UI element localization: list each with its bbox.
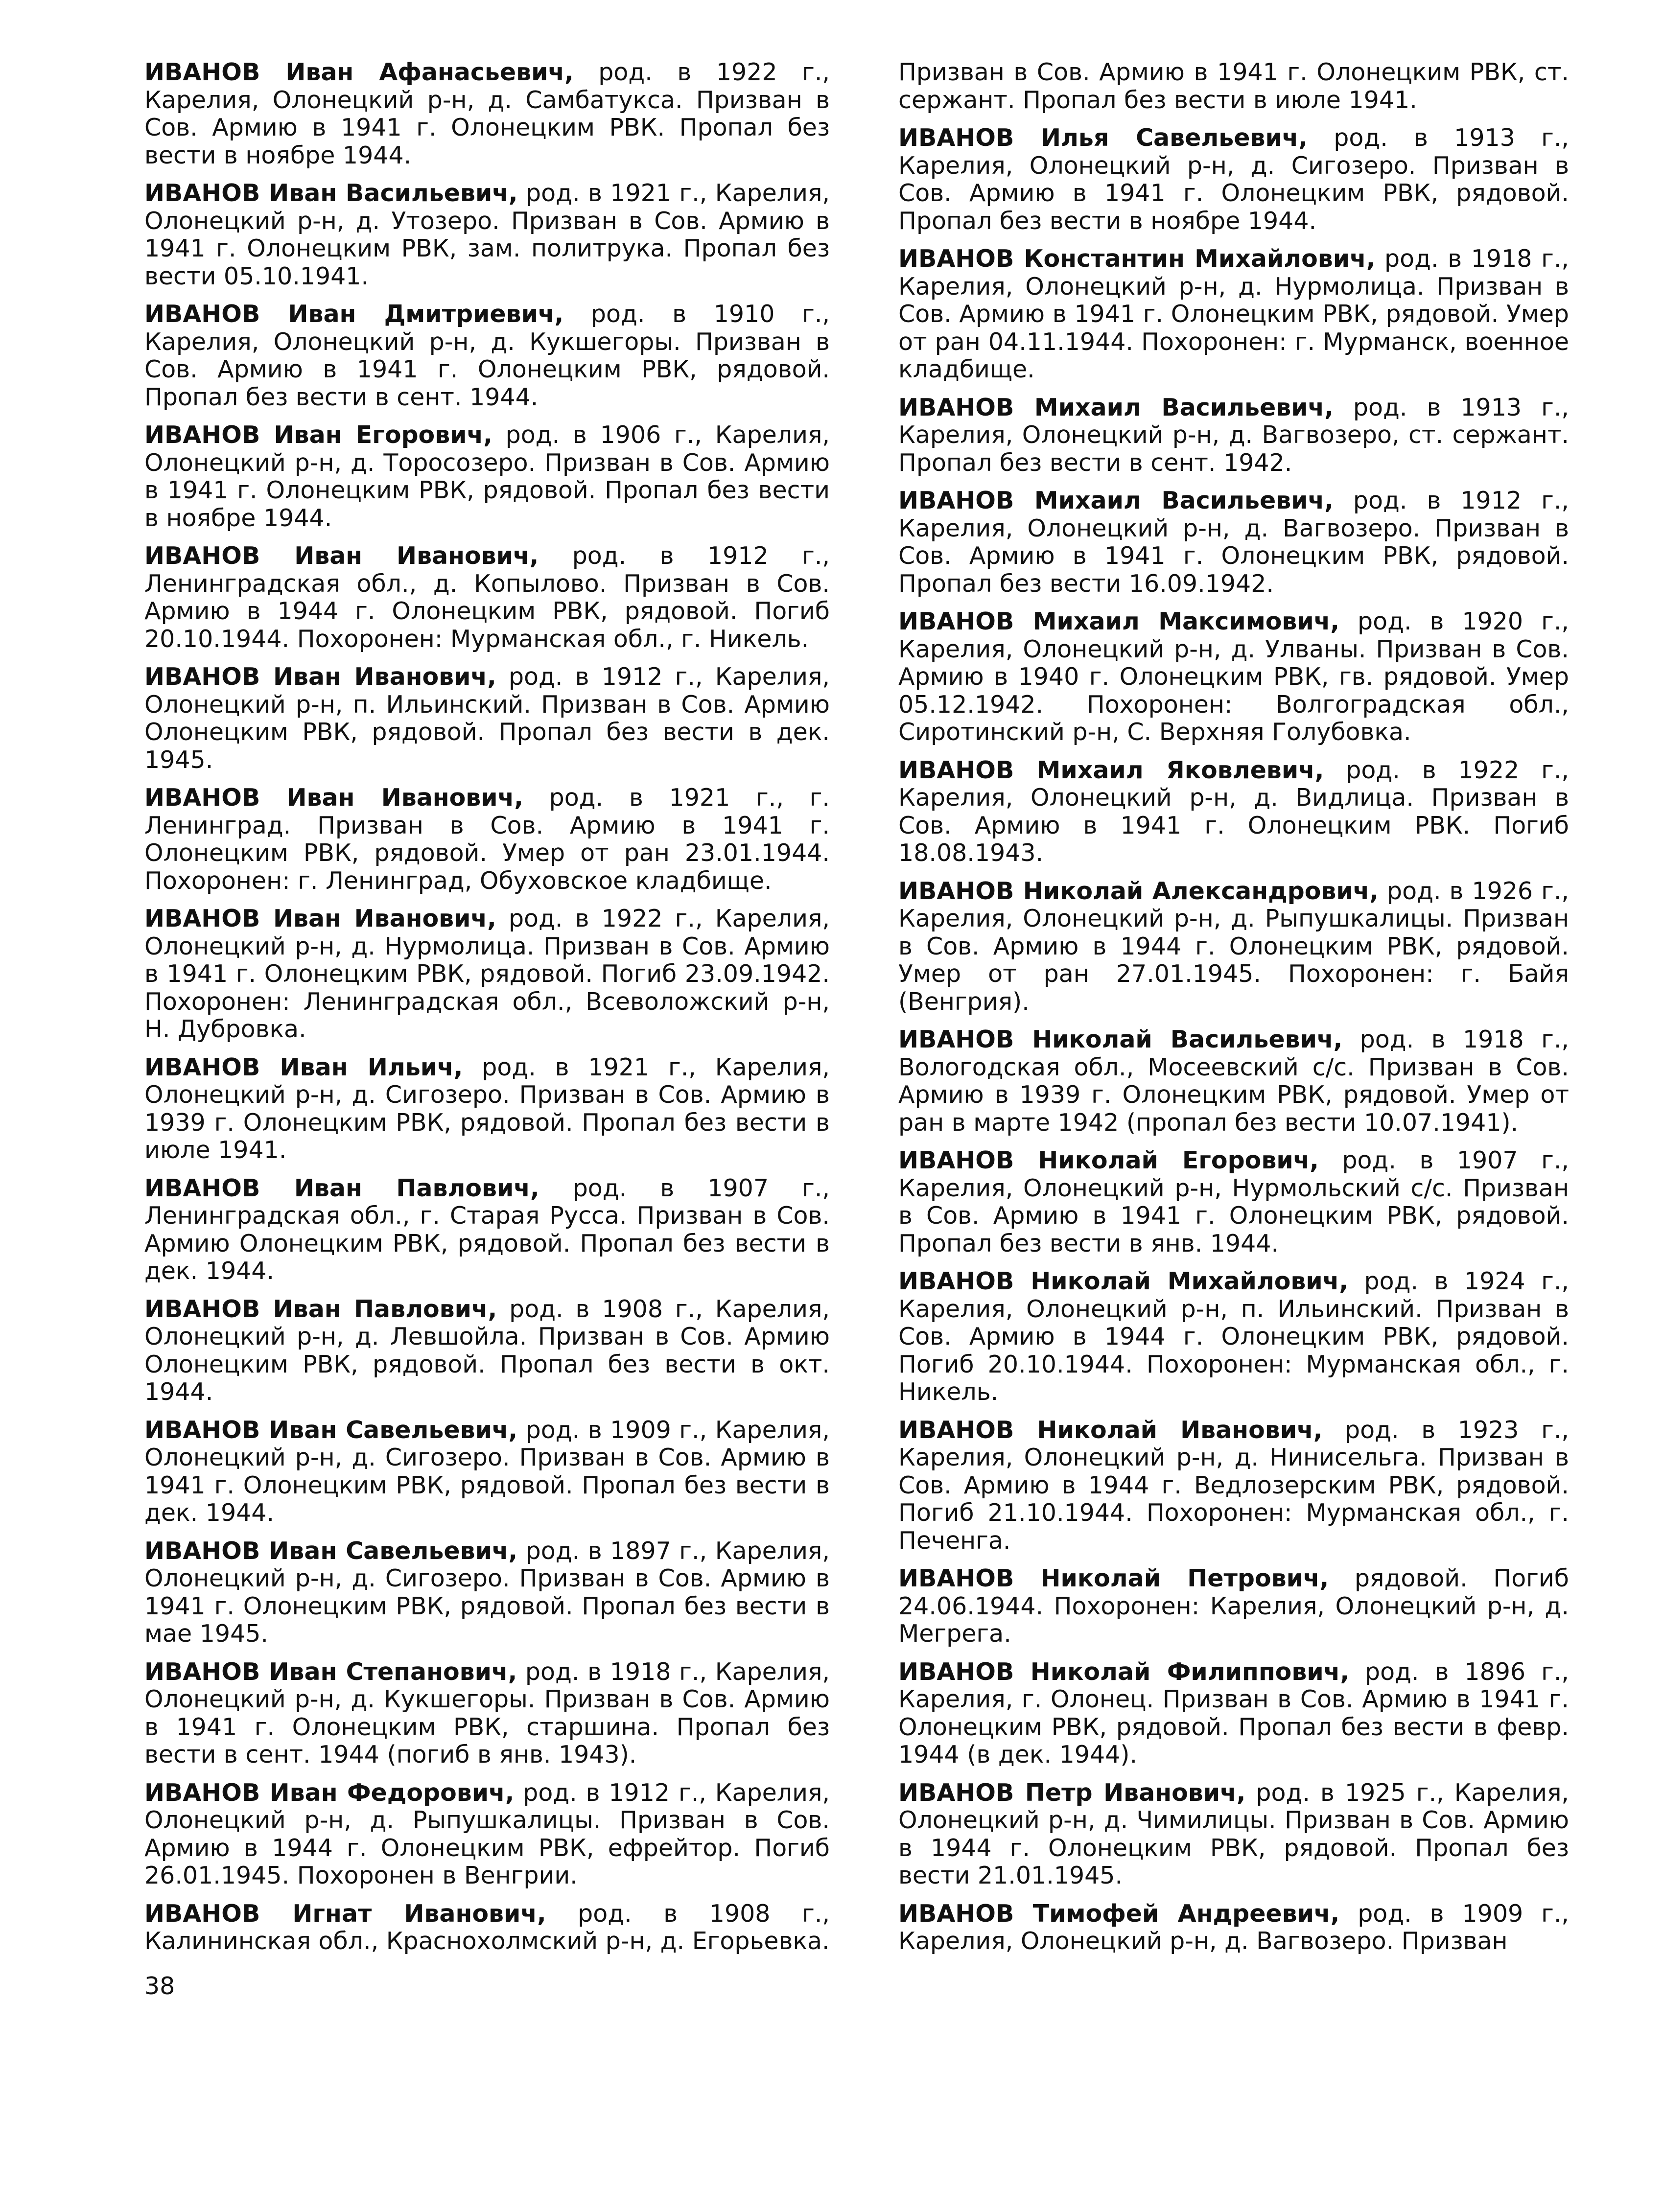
entry [144,1296,830,1406]
entry [144,301,830,411]
entry [898,1417,1569,1555]
entry-text: род. в 1918 г., Карелия, Олонецкий р-н, д. Нурмолица. Призван в Сов. Армию в 1941 г. Олонецким РВК, рядовой. Умер от ран 04.11.1944. Похоронен: г. Мурманск, военное кладбище. [898,245,1569,383]
entry-name: ИВАНОВ Иван Иванович, [144,542,539,570]
entry-text: род. в 1906 г., Карелия, Олонецкий р-н, д. Торосозеро. Призван в Сов. Армию в 1941 г. Олонецким РВК, рядовой. Пропал без вести в ноябре 1944. [144,421,830,532]
entry [898,1565,1569,1648]
entry-text: род. в 1922 г., Карелия, Олонецкий р-н, д. Самбатукса. Призван в Сов. Армию в 1941 г. Олонецким РВК. Пропал без вести в ноябре 1944. [144,58,830,169]
entry-name: ИВАНОВ Тимофей Андреевич, [898,1899,1340,1928]
entry [144,542,830,653]
entry-name: ИВАНОВ Иван Дмитриевич, [144,300,564,328]
entry [898,487,1569,598]
entry-name: ИВАНОВ Михаил Васильевич, [898,393,1334,421]
entry-name: ИВАНОВ Николай Иванович, [898,1416,1323,1444]
entry [144,1175,830,1285]
entry-name: ИВАНОВ Михаил Максимович, [898,607,1340,635]
entry [898,1147,1569,1257]
entry [898,1026,1569,1137]
entry-name: ИВАНОВ Илья Савельевич, [898,124,1308,152]
entry [898,757,1569,867]
entry-text: род. в 1897 г., Карелия, Олонецкий р-н, д. Сигозеро. Призван в Сов. Армию в 1941 г. Олонецким РВК, рядовой. Пропал без вести в мае 1945. [144,1537,830,1648]
entry-text: род. в 1926 г., Карелия, Олонецкий р-н, д. Рыпушкалицы. Призван в Сов. Армию в 1944 г. Олонецким РВК, рядовой. Умер от ран 27.01.1945. Похоронен: г. Байя (Венгрия). [898,877,1569,1016]
entry-name: ИВАНОВ Иван Савельевич, [144,1416,518,1444]
entry [144,59,830,169]
entry-name: ИВАНОВ Иван Васильевич, [144,179,518,207]
entry-name: ИВАНОВ Игнат Иванович, [144,1899,546,1928]
entry [144,421,830,532]
entry [898,608,1569,746]
entry-text: род. в 1907 г., Ленинградская обл., г. Старая Русса. Призван в Сов. Армию Олонецким РВК, рядовой. Пропал без вести в дек. 1944. [144,1174,830,1285]
entry [144,1779,830,1890]
entry [144,1417,830,1527]
entry-name: ИВАНОВ Иван Савельевич, [144,1537,518,1565]
entry [144,1054,830,1164]
entry [898,1658,1569,1769]
entry-text: род. в 1918 г., Карелия, Олонецкий р-н, д. Кукшегоры. Призван в Сов. Армию в 1941 г. Олонецким РВК, старшина. Пропал без вести в сент. 1944 (погиб в янв. 1943). [144,1657,830,1769]
entry [144,784,830,895]
entry-text: род. в 1920 г., Карелия, Олонецкий р-н, д. Улваны. Призван в Сов. Армию в 1940 г. Олонецким РВК, гв. рядовой. Умер 05.12.1942. Похоронен: Волгоградская обл., Сиротинский р-н, С. Верхняя Голубовка. [898,607,1569,746]
entry-name: ИВАНОВ Иван Егорович, [144,421,492,449]
entry-text: род. в 1908 г., Карелия, Олонецкий р-н, д. Левшойла. Призван в Сов. Армию Олонецким РВК, рядовой. Пропал без вести в окт. 1944. [144,1295,830,1406]
entry [898,124,1569,235]
entry [144,905,830,1044]
entry-text: род. в 1913 г., Карелия, Олонецкий р-н, д. Сигозеро. Призван в Сов. Армию в 1941 г. Олонецким РВК, рядовой. Пропал без вести в ноябре 1944. [898,124,1569,235]
entry-name: ИВАНОВ Николай Егорович, [898,1146,1319,1174]
left-column [144,59,830,1966]
entry-text: род. в 1912 г., Карелия, Олонецкий р-н, д. Вагвозеро. Призван в Сов. Армию в 1941 г. Олонецким РВК, рядовой. Пропал без вести 16.09.1942. [898,487,1569,598]
entry-text: род. в 1925 г., Карелия, Олонецкий р-н, д. Чимилицы. Призван в Сов. Армию в 1944 г. Олонецким РВК, рядовой. Пропал без вести 21.01.1945. [898,1778,1569,1889]
entry-name: ИВАНОВ Иван Павлович, [144,1174,539,1202]
entry [898,878,1569,1016]
entry-text: род. в 1921 г., г. Ленинград. Призван в Сов. Армию в 1941 г. Олонецким РВК, рядовой. Умер от ран 23.01.1944. Похоронен: г. Ленинград, Обуховское кладбище. [144,784,830,895]
entry-text: род. в 1921 г., Карелия, Олонецкий р-н, д. Сигозеро. Призван в Сов. Армию в 1939 г. Олонецким РВК, рядовой. Пропал без вести в июле 1941. [144,1053,830,1164]
entry-name: ИВАНОВ Николай Александрович, [898,877,1379,905]
entry-text: род. в 1896 г., Карелия, г. Олонец. Призван в Сов. Армию в 1941 г. Олонецким РВК, рядовой. Пропал без вести в февр. 1944 (в дек. 1944). [898,1657,1569,1769]
entry-text: род. в 1922 г., Карелия, Олонецкий р-н, д. Видлица. Призван в Сов. Армию в 1941 г. Олонецким РВК. Погиб 18.08.1943. [898,756,1569,867]
entry-text: рядовой. Погиб 24.06.1944. Похоронен: Карелия, Олонецкий р-н, д. Мегрега. [898,1564,1569,1648]
entry [898,1779,1569,1890]
entry-text: род. в 1913 г., Карелия, Олонецкий р-н, д. Вагвозеро, ст. сержант. Пропал без вести в сент. 1942. [898,393,1569,477]
entry-text: род. в 1908 г., Калининская обл., Краснохолмский р-н, д. Егорьевка. [144,1899,830,1955]
entry-text: род. в 1918 г., Вологодская обл., Мосеевский с/с. Призван в Сов. Армию в 1939 г. Олонецким РВК, рядовой. Умер от ран в марте 1942 (пропал без вести 10.07.1941). [898,1025,1569,1137]
entry [144,663,830,774]
entry [144,1658,830,1769]
entry-text: род. в 1922 г., Карелия, Олонецкий р-н, д. Нурмолица. Призван в Сов. Армию в 1941 г. Олонецким РВК, рядовой. Погиб 23.09.1942. Похоронен: Ленинградская обл., Всеволожский р-н, Н. Дубровка. [144,905,830,1043]
entry-text: род. в 1910 г., Карелия, Олонецкий р-н, д. Кукшегоры. Призван в Сов. Армию в 1941 г. Олонецким РВК, рядовой. Пропал без вести в сент. 1944. [144,300,830,411]
entry-name: ИВАНОВ Николай Петрович, [898,1564,1329,1592]
entry-text: род. в 1921 г., Карелия, Олонецкий р-н, д. Утозеро. Призван в Сов. Армию в 1941 г. Олонецким РВК, зам. политрука. Пропал без вести 05.10.1941. [144,179,830,290]
entry-text: Призван в Сов. Армию в 1941 г. Олонецким РВК, ст. сержант. Пропал без вести в июле 1941. [898,58,1569,114]
entry-name: ИВАНОВ Иван Афанасьевич, [144,58,574,86]
entry-text: род. в 1924 г., Карелия, Олонецкий р-н, п. Ильинский. Призван в Сов. Армию в 1944 г. Олонецким РВК, рядовой. Погиб 20.10.1944. Похоронен: Мурманская обл., г. Никель. [898,1267,1569,1406]
entry-text: род. в 1923 г., Карелия, Олонецкий р-н, д. Нинисельга. Призван в Сов. Армию в 1944 г. Ведлозерским РВК, рядовой. Погиб 21.10.1944. Похоронен: Мурманская обл., г. Печенга. [898,1416,1569,1555]
entry-name: ИВАНОВ Иван Иванович, [144,905,496,932]
entry-name: ИВАНОВ Иван Ильич, [144,1053,463,1081]
entry [898,245,1569,384]
entry-name: ИВАНОВ Михаил Васильевич, [898,487,1334,514]
entry-name: ИВАНОВ Иван Степанович, [144,1657,517,1686]
entry-continuation [898,59,1569,114]
entry-text: род. в 1912 г., Ленинградская обл., д. Копылово. Призван в Сов. Армию в 1944 г. Олонецким РВК, рядовой. Погиб 20.10.1944. Похоронен: Мурманская обл., г. Никель. [144,542,830,653]
entry-name: ИВАНОВ Николай Филиппович, [898,1657,1349,1686]
entry-text: род. в 1912 г., Карелия, Олонецкий р-н, п. Ильинский. Призван в Сов. Армию Олонецким РВК, рядовой. Пропал без вести в дек. 1945. [144,663,830,774]
entry-name: ИВАНОВ Иван Павлович, [144,1295,497,1323]
entry-text: род. в 1907 г., Карелия, Олонецкий р-н, Нурмольский с/с. Призван в Сов. Армию в 1941 г. Олонецким РВК, рядовой. Пропал без вести в янв. 1944. [898,1146,1569,1257]
entry [898,1900,1569,1956]
entry [144,180,830,290]
entry [144,1900,830,1956]
right-column [898,59,1569,1966]
entry [898,394,1569,477]
entry-name: ИВАНОВ Иван Федорович, [144,1778,515,1807]
entry [898,1268,1569,1406]
entry-name: ИВАНОВ Петр Иванович, [898,1778,1246,1807]
entry-name: ИВАНОВ Иван Иванович, [144,663,496,691]
entry-name: ИВАНОВ Николай Васильевич, [898,1025,1343,1053]
entry-name: ИВАНОВ Николай Михайлович, [898,1267,1349,1295]
entry-text: род. в 1909 г., Карелия, Олонецкий р-н, д. Вагвозеро. Призван [898,1899,1569,1955]
page-number: 38 [144,1972,175,2000]
entry-name: ИВАНОВ Михаил Яковлевич, [898,756,1324,784]
entry-text: род. в 1912 г., Карелия, Олонецкий р-н, д. Рыпушкалицы. Призван в Сов. Армию в 1944 г. Олонецким РВК, ефрейтор. Погиб 26.01.1945. Похоронен в Венгрии. [144,1778,830,1889]
entry-name: ИВАНОВ Иван Иванович, [144,784,523,812]
entry-text: род. в 1909 г., Карелия, Олонецкий р-н, д. Сигозеро. Призван в Сов. Армию в 1941 г. Олонецким РВК, рядовой. Пропал без вести в дек. 1944. [144,1416,830,1527]
entry-name: ИВАНОВ Константин Михайлович, [898,245,1376,273]
entry [144,1537,830,1648]
